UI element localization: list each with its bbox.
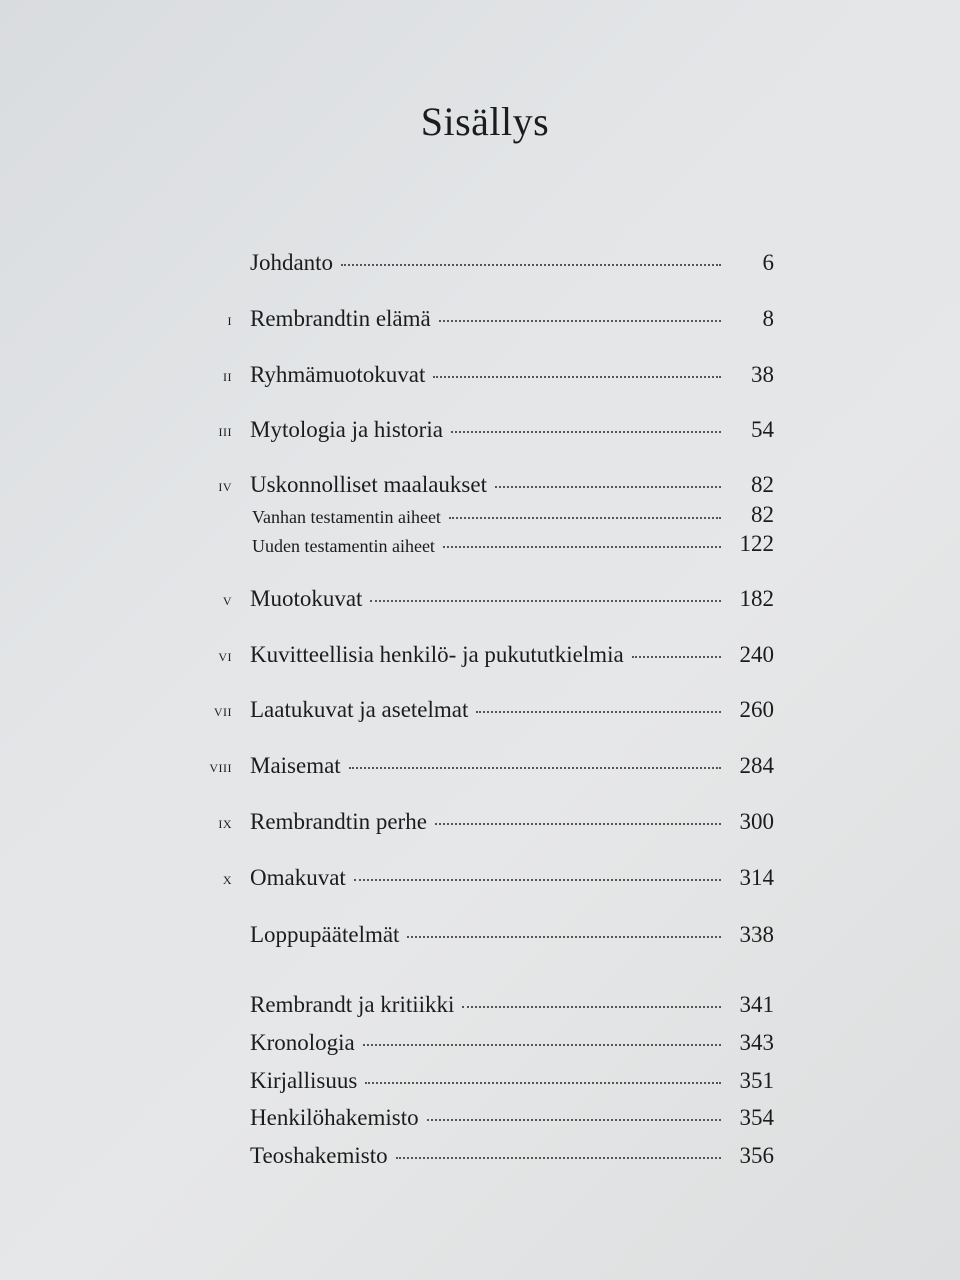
entry-title: Johdanto — [250, 250, 334, 275]
toc-entry — [0, 411, 960, 447]
leader-dots — [349, 767, 721, 769]
chapter-number: i — [227, 310, 232, 329]
chapter-number: ix — [218, 813, 232, 832]
page-number: 341 — [739, 992, 774, 1017]
toc-entry — [0, 300, 960, 336]
leader-dots — [435, 823, 721, 825]
toc-entry — [0, 1099, 960, 1135]
page-number: 182 — [739, 586, 774, 611]
chapter-number: x — [222, 869, 232, 888]
toc-entry — [0, 916, 960, 952]
entry-title: Rembrandtin elämä — [250, 306, 431, 331]
leader-dots — [495, 486, 721, 488]
entry-title: Rembrandtin perhe — [250, 809, 427, 834]
leader-dots — [370, 600, 721, 602]
chapter-number: iii — [218, 421, 232, 440]
toc-entry — [0, 636, 960, 672]
toc-entry — [0, 1137, 960, 1173]
subentry-title: Uuden testamentin aiheet — [252, 536, 435, 556]
leader-dots — [433, 376, 721, 378]
page-number: 354 — [739, 1105, 774, 1130]
leader-dots — [439, 320, 721, 322]
page-number: 122 — [739, 531, 774, 556]
entry-title: Loppupäätelmät — [250, 922, 400, 947]
leader-dots — [632, 656, 721, 658]
toc-subentry — [0, 525, 960, 561]
page-number: 284 — [739, 753, 774, 778]
toc-entry — [0, 244, 960, 280]
entry-title: Mytologia ja historia — [250, 417, 443, 442]
entry-title: Kirjallisuus — [250, 1068, 358, 1093]
entry-title: Laatukuvat ja asetelmat — [250, 697, 469, 722]
page-number: 82 — [751, 472, 774, 497]
leader-dots — [365, 1082, 721, 1084]
toc-entry — [0, 986, 960, 1022]
page-number: 351 — [739, 1068, 774, 1093]
entry-title: Maisemat — [250, 753, 341, 778]
leader-dots — [396, 1157, 721, 1159]
page-number: 356 — [739, 1143, 774, 1168]
entry-title: Henkilöhakemisto — [250, 1105, 419, 1130]
leader-dots — [407, 936, 721, 938]
entry-title: Muotokuvat — [250, 586, 363, 611]
leader-dots — [449, 517, 721, 519]
leader-dots — [341, 264, 721, 266]
toc-entry — [0, 859, 960, 895]
leader-dots — [354, 879, 721, 881]
toc-entry — [0, 803, 960, 839]
entry-title: Uskonnolliset maalaukset — [250, 472, 487, 497]
entry-title: Omakuvat — [250, 865, 346, 890]
entry-title: Kronologia — [250, 1030, 355, 1055]
page-number: 343 — [739, 1030, 774, 1055]
chapter-number: ii — [223, 366, 232, 385]
page-title: Sisällys — [420, 99, 550, 144]
entry-title: Rembrandt ja kritiikki — [250, 992, 455, 1017]
leader-dots — [476, 711, 721, 713]
page-number: 8 — [762, 306, 774, 331]
chapter-number: vii — [213, 701, 232, 720]
page-number: 314 — [739, 865, 774, 890]
chapter-number: viii — [209, 757, 232, 776]
entry-title: Teoshakemisto — [250, 1143, 388, 1168]
toc-entry — [0, 1024, 960, 1060]
toc-entry — [0, 747, 960, 783]
page-number: 260 — [739, 697, 774, 722]
chapter-number: vi — [218, 646, 232, 665]
page-number: 38 — [751, 362, 774, 387]
page-number: 338 — [739, 922, 774, 947]
subentry-title: Vanhan testamentin aiheet — [252, 507, 441, 527]
page-number: 240 — [739, 642, 774, 667]
toc-entry — [0, 580, 960, 616]
entry-title: Kuvitteellisia henkilö- ja pukututkielmia — [250, 642, 624, 667]
page-number: 54 — [751, 417, 774, 442]
leader-dots — [427, 1119, 721, 1121]
toc-entry — [0, 691, 960, 727]
toc-entry — [0, 1062, 960, 1098]
chapter-number: iv — [218, 476, 232, 495]
chapter-number: v — [222, 590, 232, 609]
page-number: 82 — [751, 502, 774, 527]
leader-dots — [451, 431, 721, 433]
page-number: 6 — [762, 250, 774, 275]
page-number: 300 — [739, 809, 774, 834]
entry-title: Ryhmämuotokuvat — [250, 362, 426, 387]
toc-entry — [0, 356, 960, 392]
leader-dots — [443, 546, 721, 548]
leader-dots — [363, 1044, 721, 1046]
leader-dots — [462, 1006, 721, 1008]
